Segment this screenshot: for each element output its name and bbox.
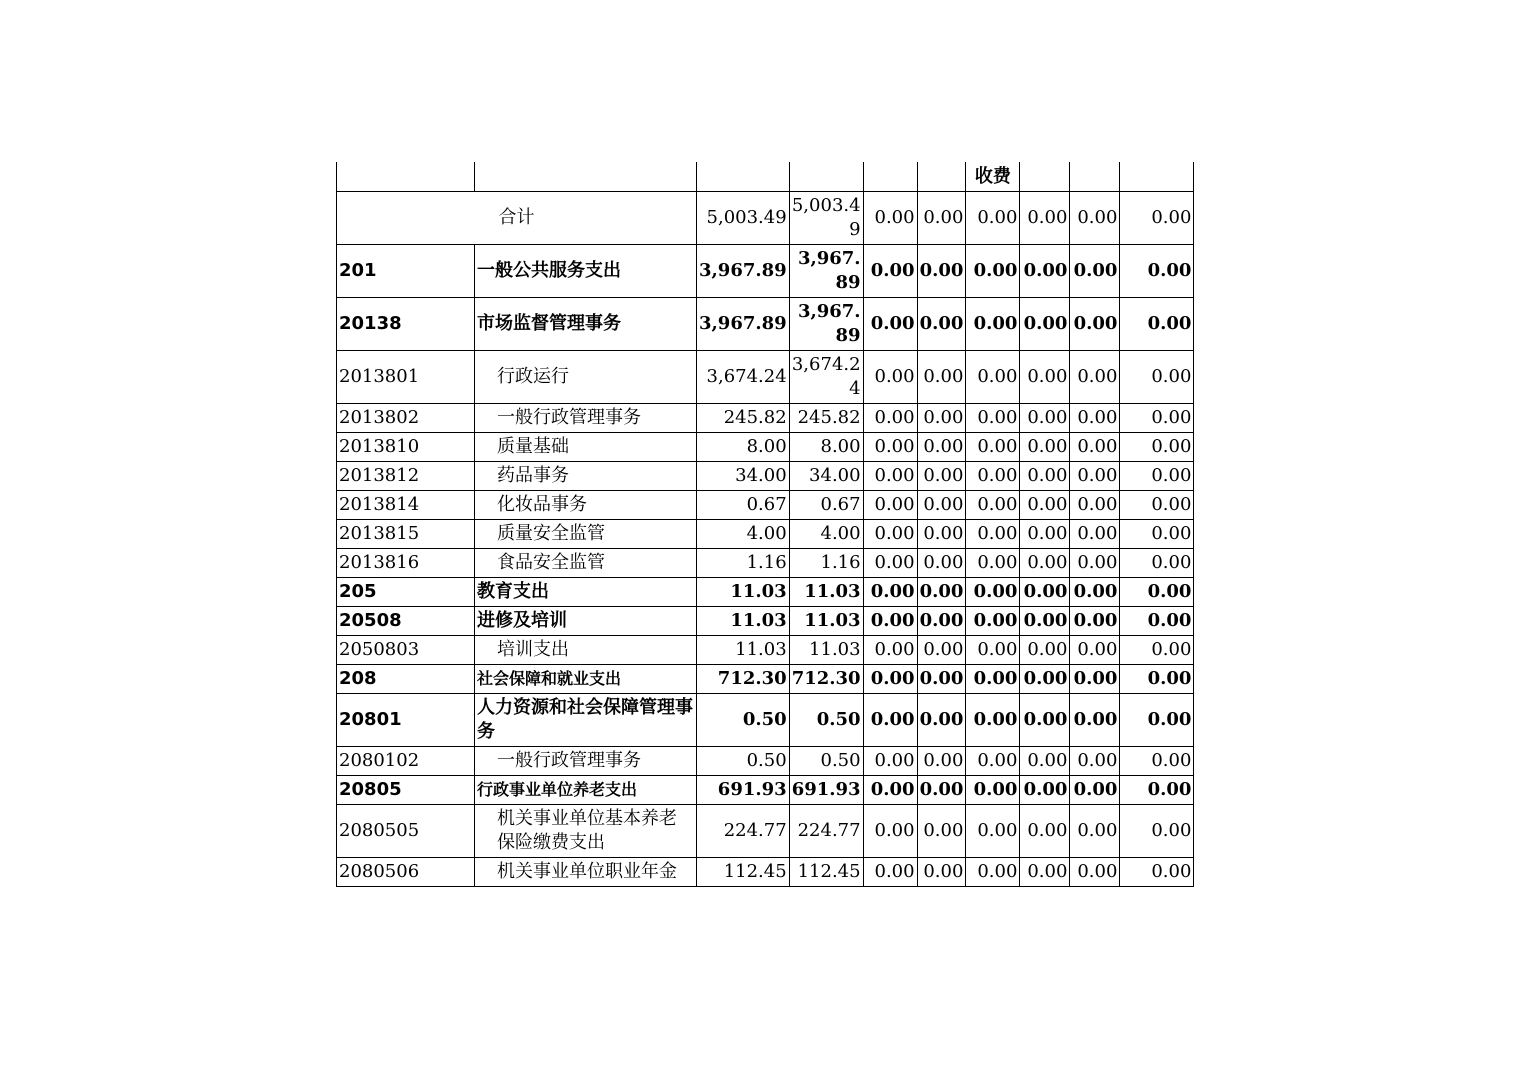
row-value: 0.00 xyxy=(966,245,1020,298)
table-row xyxy=(337,549,1194,578)
header-cell xyxy=(1070,162,1120,192)
expenditure-table xyxy=(336,162,1194,887)
row-value: 0.00 xyxy=(863,351,917,404)
row-value: 0.00 xyxy=(1070,747,1120,776)
row-code: 201 xyxy=(337,245,475,298)
row-total: 691.93 xyxy=(697,776,790,805)
table-row xyxy=(337,858,1194,887)
row-value: 0.00 xyxy=(863,858,917,887)
row-value: 0.00 xyxy=(966,351,1020,404)
row-value: 0.00 xyxy=(966,578,1020,607)
row-basic: 0.67 xyxy=(789,491,863,520)
row-value: 0.00 xyxy=(1120,805,1194,858)
row-name: 机关事业单位基本养老保险缴费支出 xyxy=(475,805,697,858)
row-value: 0.00 xyxy=(966,192,1020,245)
row-value: 0.00 xyxy=(1120,694,1194,747)
row-name: 化妆品事务 xyxy=(475,491,697,520)
table-row xyxy=(337,578,1194,607)
row-total: 0.50 xyxy=(697,747,790,776)
header-cell xyxy=(1120,162,1194,192)
row-value: 0.00 xyxy=(1020,298,1070,351)
table-row xyxy=(337,747,1194,776)
row-value: 0.00 xyxy=(1070,298,1120,351)
row-code: 2080102 xyxy=(337,747,475,776)
row-value: 0.00 xyxy=(1070,607,1120,636)
row-value: 0.00 xyxy=(917,245,966,298)
row-code: 20801 xyxy=(337,694,475,747)
row-code: 2013802 xyxy=(337,404,475,433)
row-value: 0.00 xyxy=(917,351,966,404)
row-value: 0.00 xyxy=(1070,776,1120,805)
row-value: 0.00 xyxy=(966,776,1020,805)
row-value: 0.00 xyxy=(917,665,966,694)
row-value: 0.00 xyxy=(917,433,966,462)
row-basic: 0.50 xyxy=(789,747,863,776)
row-code: 20508 xyxy=(337,607,475,636)
row-value: 0.00 xyxy=(1120,351,1194,404)
row-value: 0.00 xyxy=(917,192,966,245)
row-basic: 5,003.49 xyxy=(789,192,863,245)
row-name: 人力资源和社会保障管理事务 xyxy=(475,694,697,747)
row-total: 8.00 xyxy=(697,433,790,462)
table-row xyxy=(337,298,1194,351)
row-value: 0.00 xyxy=(1070,665,1120,694)
row-name: 教育支出 xyxy=(475,578,697,607)
row-value: 0.00 xyxy=(863,192,917,245)
row-total: 5,003.49 xyxy=(697,192,790,245)
row-code: 2013801 xyxy=(337,351,475,404)
table-row xyxy=(337,462,1194,491)
budget-table-sheet xyxy=(336,162,1194,887)
row-value: 0.00 xyxy=(966,462,1020,491)
row-value: 0.00 xyxy=(1070,462,1120,491)
row-name: 质量基础 xyxy=(475,433,697,462)
row-basic: 0.50 xyxy=(789,694,863,747)
row-value: 0.00 xyxy=(966,805,1020,858)
row-value: 0.00 xyxy=(863,607,917,636)
table-row xyxy=(337,351,1194,404)
row-value: 0.00 xyxy=(966,607,1020,636)
row-code: 20805 xyxy=(337,776,475,805)
row-value: 0.00 xyxy=(1070,245,1120,298)
row-value: 0.00 xyxy=(863,433,917,462)
row-total: 4.00 xyxy=(697,520,790,549)
row-value: 0.00 xyxy=(917,636,966,665)
row-value: 0.00 xyxy=(917,404,966,433)
row-value: 0.00 xyxy=(966,298,1020,351)
row-code: 2013816 xyxy=(337,549,475,578)
row-name: 一般公共服务支出 xyxy=(475,245,697,298)
header-cell xyxy=(789,162,863,192)
row-value: 0.00 xyxy=(966,404,1020,433)
table-row xyxy=(337,491,1194,520)
row-name: 一般行政管理事务 xyxy=(475,747,697,776)
row-name: 食品安全监管 xyxy=(475,549,697,578)
row-value: 0.00 xyxy=(917,805,966,858)
row-value: 0.00 xyxy=(863,298,917,351)
row-value: 0.00 xyxy=(1020,805,1070,858)
row-basic: 11.03 xyxy=(789,636,863,665)
row-value: 0.00 xyxy=(966,747,1020,776)
row-value: 0.00 xyxy=(1020,351,1070,404)
row-value: 0.00 xyxy=(1120,433,1194,462)
row-name: 药品事务 xyxy=(475,462,697,491)
row-value: 0.00 xyxy=(966,491,1020,520)
row-value: 0.00 xyxy=(917,298,966,351)
row-value: 0.00 xyxy=(1120,776,1194,805)
row-value: 0.00 xyxy=(863,694,917,747)
row-value: 0.00 xyxy=(1020,694,1070,747)
row-total: 11.03 xyxy=(697,607,790,636)
row-value: 0.00 xyxy=(966,636,1020,665)
row-name: 一般行政管理事务 xyxy=(475,404,697,433)
row-value: 0.00 xyxy=(863,636,917,665)
row-value: 0.00 xyxy=(863,520,917,549)
row-code: 2013814 xyxy=(337,491,475,520)
row-name: 市场监督管理事务 xyxy=(475,298,697,351)
row-value: 0.00 xyxy=(1120,665,1194,694)
row-code: 2080506 xyxy=(337,858,475,887)
row-name: 培训支出 xyxy=(475,636,697,665)
row-basic: 11.03 xyxy=(789,607,863,636)
row-name: 合计 xyxy=(337,192,697,245)
row-basic: 691.93 xyxy=(789,776,863,805)
header-cell xyxy=(337,162,475,192)
row-value: 0.00 xyxy=(966,520,1020,549)
row-basic: 224.77 xyxy=(789,805,863,858)
row-value: 0.00 xyxy=(1070,578,1120,607)
table-row xyxy=(337,805,1194,858)
row-value: 0.00 xyxy=(917,747,966,776)
row-value: 0.00 xyxy=(863,491,917,520)
row-value: 0.00 xyxy=(917,491,966,520)
header-cell xyxy=(475,162,697,192)
row-value: 0.00 xyxy=(863,549,917,578)
row-total: 11.03 xyxy=(697,578,790,607)
row-name: 机关事业单位职业年金 xyxy=(475,858,697,887)
row-total: 112.45 xyxy=(697,858,790,887)
row-basic: 3,967.89 xyxy=(789,298,863,351)
row-total: 11.03 xyxy=(697,636,790,665)
row-value: 0.00 xyxy=(1070,351,1120,404)
row-value: 0.00 xyxy=(917,578,966,607)
row-value: 0.00 xyxy=(1120,549,1194,578)
row-value: 0.00 xyxy=(1020,462,1070,491)
row-basic: 4.00 xyxy=(789,520,863,549)
row-value: 0.00 xyxy=(863,578,917,607)
row-value: 0.00 xyxy=(1070,192,1120,245)
row-name: 进修及培训 xyxy=(475,607,697,636)
row-value: 0.00 xyxy=(863,805,917,858)
row-value: 0.00 xyxy=(917,607,966,636)
row-value: 0.00 xyxy=(1070,433,1120,462)
row-code: 208 xyxy=(337,665,475,694)
row-value: 0.00 xyxy=(1020,578,1070,607)
row-total: 1.16 xyxy=(697,549,790,578)
row-value: 0.00 xyxy=(863,665,917,694)
row-code: 2013812 xyxy=(337,462,475,491)
row-value: 0.00 xyxy=(1120,245,1194,298)
header-cell xyxy=(863,162,917,192)
row-value: 0.00 xyxy=(1020,636,1070,665)
row-value: 0.00 xyxy=(966,665,1020,694)
row-total: 0.67 xyxy=(697,491,790,520)
row-name: 社会保障和就业支出 xyxy=(475,665,697,694)
row-value: 0.00 xyxy=(1120,607,1194,636)
row-name: 行政运行 xyxy=(475,351,697,404)
row-value: 0.00 xyxy=(1020,549,1070,578)
row-value: 0.00 xyxy=(863,776,917,805)
header-row xyxy=(337,162,1194,192)
row-value: 0.00 xyxy=(1120,491,1194,520)
row-code: 20138 xyxy=(337,298,475,351)
row-value: 0.00 xyxy=(1120,520,1194,549)
row-value: 0.00 xyxy=(1070,694,1120,747)
header-cell xyxy=(917,162,966,192)
row-value: 0.00 xyxy=(917,858,966,887)
table-row xyxy=(337,665,1194,694)
row-value: 0.00 xyxy=(1120,192,1194,245)
row-value: 0.00 xyxy=(1020,245,1070,298)
row-value: 0.00 xyxy=(1070,491,1120,520)
row-total: 3,967.89 xyxy=(697,245,790,298)
row-basic: 112.45 xyxy=(789,858,863,887)
row-name: 行政事业单位养老支出 xyxy=(475,776,697,805)
row-name: 质量安全监管 xyxy=(475,520,697,549)
row-value: 0.00 xyxy=(1120,298,1194,351)
row-value: 0.00 xyxy=(917,520,966,549)
row-value: 0.00 xyxy=(917,462,966,491)
row-value: 0.00 xyxy=(863,245,917,298)
table-row xyxy=(337,776,1194,805)
row-value: 0.00 xyxy=(1070,404,1120,433)
row-value: 0.00 xyxy=(863,404,917,433)
row-value: 0.00 xyxy=(1070,636,1120,665)
row-value: 0.00 xyxy=(1020,433,1070,462)
row-value: 0.00 xyxy=(966,549,1020,578)
row-value: 0.00 xyxy=(1020,491,1070,520)
row-value: 0.00 xyxy=(966,433,1020,462)
row-value: 0.00 xyxy=(1020,404,1070,433)
row-value: 0.00 xyxy=(1020,520,1070,549)
table-row xyxy=(337,520,1194,549)
row-basic: 245.82 xyxy=(789,404,863,433)
table-row xyxy=(337,245,1194,298)
row-total: 245.82 xyxy=(697,404,790,433)
row-value: 0.00 xyxy=(966,858,1020,887)
table-row xyxy=(337,607,1194,636)
row-value: 0.00 xyxy=(1070,805,1120,858)
row-value: 0.00 xyxy=(1020,747,1070,776)
row-value: 0.00 xyxy=(1120,578,1194,607)
table-row xyxy=(337,192,1194,245)
row-total: 3,967.89 xyxy=(697,298,790,351)
row-basic: 11.03 xyxy=(789,578,863,607)
row-basic: 34.00 xyxy=(789,462,863,491)
row-basic: 712.30 xyxy=(789,665,863,694)
header-fee-label: 收费 xyxy=(966,162,1020,192)
table-row xyxy=(337,433,1194,462)
row-value: 0.00 xyxy=(1120,636,1194,665)
row-value: 0.00 xyxy=(1120,747,1194,776)
row-value: 0.00 xyxy=(863,747,917,776)
header-cell xyxy=(697,162,790,192)
row-value: 0.00 xyxy=(917,549,966,578)
row-value: 0.00 xyxy=(1070,858,1120,887)
row-code: 2050803 xyxy=(337,636,475,665)
row-value: 0.00 xyxy=(1020,858,1070,887)
row-basic: 3,967.89 xyxy=(789,245,863,298)
row-code: 2013810 xyxy=(337,433,475,462)
row-value: 0.00 xyxy=(966,694,1020,747)
row-value: 0.00 xyxy=(863,462,917,491)
header-cell xyxy=(1020,162,1070,192)
row-basic: 1.16 xyxy=(789,549,863,578)
row-total: 3,674.24 xyxy=(697,351,790,404)
row-value: 0.00 xyxy=(1020,607,1070,636)
row-value: 0.00 xyxy=(1120,858,1194,887)
row-code: 2013815 xyxy=(337,520,475,549)
row-value: 0.00 xyxy=(1120,462,1194,491)
row-value: 0.00 xyxy=(1070,549,1120,578)
row-total: 224.77 xyxy=(697,805,790,858)
row-value: 0.00 xyxy=(1070,520,1120,549)
row-total: 712.30 xyxy=(697,665,790,694)
row-code: 205 xyxy=(337,578,475,607)
row-code: 2080505 xyxy=(337,805,475,858)
table-row xyxy=(337,636,1194,665)
row-value: 0.00 xyxy=(917,694,966,747)
row-value: 0.00 xyxy=(1020,665,1070,694)
row-value: 0.00 xyxy=(917,776,966,805)
row-total: 34.00 xyxy=(697,462,790,491)
row-value: 0.00 xyxy=(1120,404,1194,433)
row-value: 0.00 xyxy=(1020,192,1070,245)
row-value: 0.00 xyxy=(1020,776,1070,805)
row-total: 0.50 xyxy=(697,694,790,747)
row-basic: 3,674.24 xyxy=(789,351,863,404)
table-row xyxy=(337,404,1194,433)
table-row xyxy=(337,694,1194,747)
row-basic: 8.00 xyxy=(789,433,863,462)
